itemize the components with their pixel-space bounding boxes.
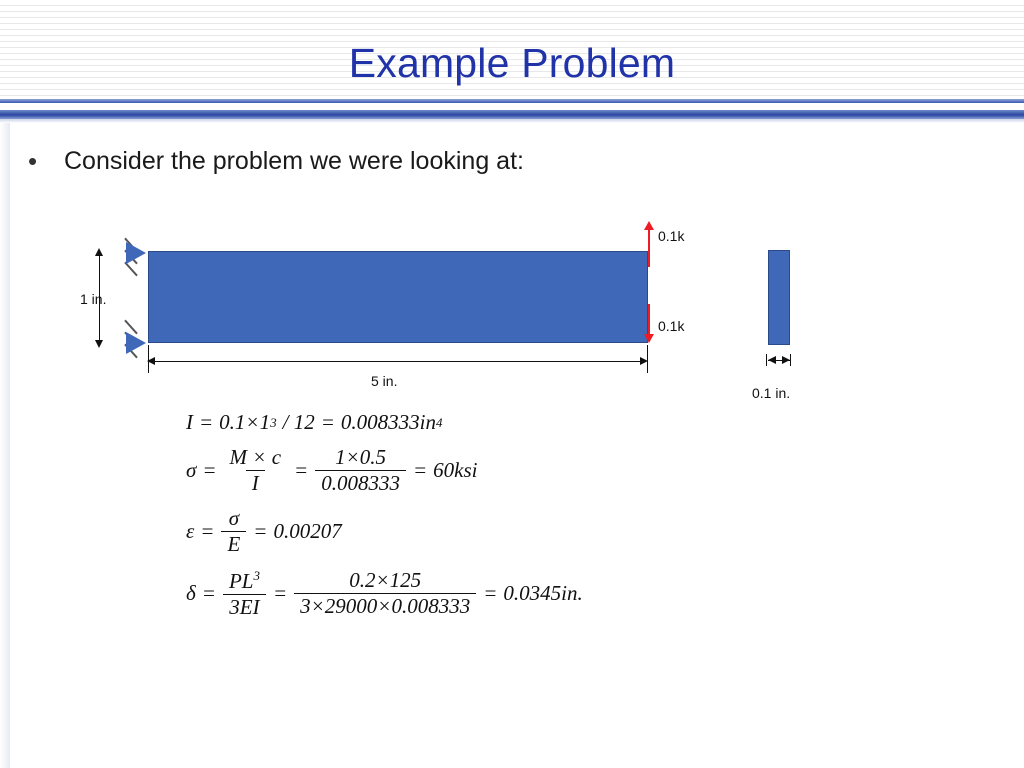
eq-stress-fraction-1-numerator: M × c	[229, 445, 282, 469]
section-width-tick-right	[790, 354, 791, 366]
eq-deflection-fraction-1	[223, 569, 266, 618]
eq-stress-equals-2: =	[294, 458, 309, 482]
equation-strain	[186, 508, 886, 555]
eq-stress-fraction-2-numerator: 1×0.5	[335, 445, 387, 469]
eq-I-lhs: I	[186, 410, 193, 434]
slide-title-area	[0, 0, 1024, 104]
equation-deflection	[186, 569, 886, 618]
height-dimension-label: 1 in.	[80, 291, 107, 307]
eq-I-exponent-1: 3	[270, 414, 277, 430]
equation-block	[186, 412, 886, 632]
height-dimension-arrow-bottom	[95, 340, 103, 348]
eq-deflection-equals-1: =	[201, 581, 216, 605]
eq-deflection-fraction-1-numerator	[223, 569, 266, 594]
eq-stress-fraction-2	[315, 447, 406, 494]
eq-I-exponent-2: 4	[435, 414, 443, 430]
beam-diagram	[0, 210, 1024, 410]
bullet-item	[28, 146, 928, 176]
length-dimension-line	[150, 361, 646, 362]
cross-section-shape	[768, 250, 790, 345]
eq-I-expression: 0.1×1	[219, 410, 271, 434]
load-arrowhead-top	[644, 221, 654, 230]
length-dimension-arrow-right	[640, 357, 648, 365]
equation-moment-of-inertia	[186, 412, 886, 433]
load-label-bottom: 0.1k	[658, 318, 685, 334]
load-arrow-top	[648, 229, 650, 267]
eq-stress-equals-3: =	[412, 458, 428, 482]
equation-stress	[186, 447, 886, 494]
eq-deflection-fraction-2-numerator: 0.2×125	[349, 568, 422, 592]
section-width-label: 0.1 in.	[752, 385, 791, 401]
eq-deflection-result: 0.0345in.	[503, 581, 583, 605]
eq-deflection-equals-3: =	[483, 581, 498, 605]
section-width-tick-left	[766, 354, 767, 366]
load-arrowhead-bottom	[644, 334, 654, 343]
eq-I-divisor: / 12	[282, 410, 315, 434]
load-label-top: 0.1k	[658, 228, 685, 244]
eq-deflection-fraction-2-denominator: 3×29000×0.008333	[294, 593, 476, 617]
bullet-label: Consider the problem we were looking at:	[64, 147, 524, 175]
support-triangle-bottom	[126, 332, 146, 354]
height-dimension-arrow-top	[95, 248, 103, 256]
eq-deflection-fraction-1-denominator: 3EI	[223, 594, 265, 618]
eq-stress-symbol: σ	[186, 458, 197, 482]
title-divider-bottom	[0, 110, 1024, 119]
eq-deflection-exponent: 3	[253, 568, 260, 583]
eq-stress-fraction-2-denominator: 0.008333	[315, 470, 406, 494]
eq-deflection-fraction-2	[294, 570, 476, 617]
eq-deflection-PL: PL	[228, 569, 254, 593]
support-triangle-top	[126, 242, 146, 264]
eq-deflection-symbol: δ	[186, 581, 196, 605]
bullet-marker: •	[28, 146, 38, 176]
length-dimension-label: 5 in.	[371, 373, 398, 389]
page-title: Example Problem	[348, 40, 676, 86]
eq-strain-result: 0.00207	[273, 519, 342, 543]
title-divider-shadow	[0, 119, 1024, 123]
eq-stress-equals-1: =	[202, 458, 217, 482]
eq-strain-fraction-numerator: σ	[228, 506, 240, 530]
eq-stress-fraction-1-denominator: I	[246, 470, 265, 494]
eq-deflection-equals-2: =	[272, 581, 288, 605]
beam-body	[148, 251, 648, 343]
section-width-arrow-right	[782, 356, 790, 364]
section-width-arrow-left	[768, 356, 776, 364]
length-dimension-arrow-left	[147, 357, 155, 365]
eq-strain-fraction	[221, 508, 246, 555]
title-divider-gap	[0, 103, 1024, 110]
eq-strain-fraction-denominator: E	[221, 531, 246, 555]
eq-stress-result: 60ksi	[433, 458, 478, 482]
eq-strain-symbol: ε	[186, 519, 195, 543]
eq-strain-equals-2: =	[253, 519, 268, 543]
eq-I-equals-2: =	[320, 410, 335, 434]
eq-I-equals-1: =	[199, 410, 214, 434]
eq-I-result: 0.008333in	[340, 410, 436, 434]
eq-strain-equals-1: =	[200, 519, 215, 543]
eq-stress-fraction-1	[224, 447, 288, 494]
